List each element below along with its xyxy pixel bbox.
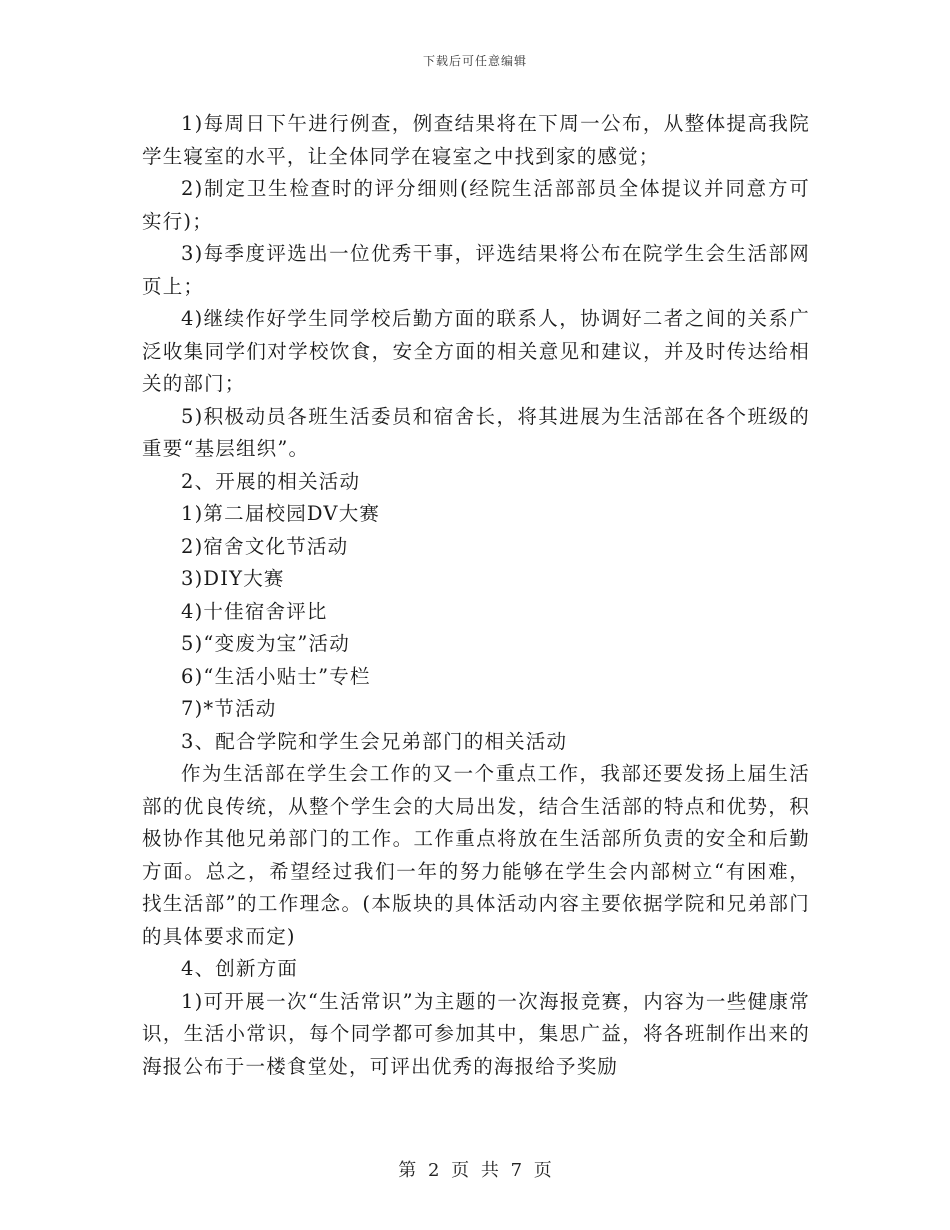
paragraph-quarterly-award: 3)每季度评选出一位优秀干事，评选结果将公布在院学生会生活部网页上； bbox=[142, 242, 810, 298]
list-item: 5)“变废为宝”活动 bbox=[181, 632, 350, 655]
list-item: 2)宿舍文化节活动 bbox=[181, 534, 349, 558]
list-item: 6)“生活小贴士”专栏 bbox=[181, 664, 371, 688]
section-heading-innovation: 4、创新方面 bbox=[181, 957, 299, 980]
page-header: 下载后可任意编辑 bbox=[422, 54, 527, 68]
paragraph-poster-contest: 1)可开展一次“生活常识”为主题的一次海报竞赛，内容为一些健康常识，生活小常识，每个同学都可参加其中，集思广益，将各班制作出来的海报公布于一楼食堂处，可评出优秀的海报给予奖励 bbox=[142, 989, 810, 1078]
section-heading-cooperation: 3、配合学院和学生会兄弟部门的相关活动 bbox=[181, 729, 568, 753]
paragraph-class-organization: 5)积极动员各班生活委员和宿舍长，将其进展为生活部在各个班级的重要“基层组织”。 bbox=[142, 404, 810, 460]
list-item: 3)DIY大赛 bbox=[181, 567, 285, 590]
paragraph-inspection: 1)每周日下午进行例查，例查结果将在下周一公布，从整体提高我院学生寝室的水平，让全体同学在寝室之中找到家的感觉； bbox=[142, 112, 810, 168]
list-item: 1)第二届校园DV大赛 bbox=[181, 502, 381, 525]
list-item: 7)*节活动 bbox=[181, 697, 277, 720]
section-heading-activities: 2、开展的相关活动 bbox=[181, 469, 361, 493]
page-number: 第 2 页 共 7 页 bbox=[398, 1160, 552, 1181]
paragraph-logistics-liaison: 4)继续作好学生同学校后勤方面的联系人，协调好二者之间的关系广泛收集同学们对学校饮食，安全方面的相关意见和建议，并及时传达给相关的部门； bbox=[142, 307, 810, 395]
paragraph-scoring-rules: 2)制定卫生检查时的评分细则(经院生活部部员全体提议并同意方可实行)； bbox=[142, 177, 810, 233]
paragraph-cooperation-body: 作为生活部在学生会工作的又一个重点工作，我部还要发扬上届生活部的优良传统，从整个学生会的大局出发，结合生活部的特点和优势，积极协作其他兄弟部门的工作。工作重点将放在生活部所负责的安全和后勤方面。总之，希望经过我们一年的努力能够在学生会内部树立“有困难，找生活部”的工作理念。(本版块的具体活动内容主要依据学院和兄弟部门的具体要求而定) bbox=[142, 762, 810, 948]
list-item: 4)十佳宿舍评比 bbox=[181, 599, 328, 623]
document-body bbox=[142, 108, 810, 1083]
